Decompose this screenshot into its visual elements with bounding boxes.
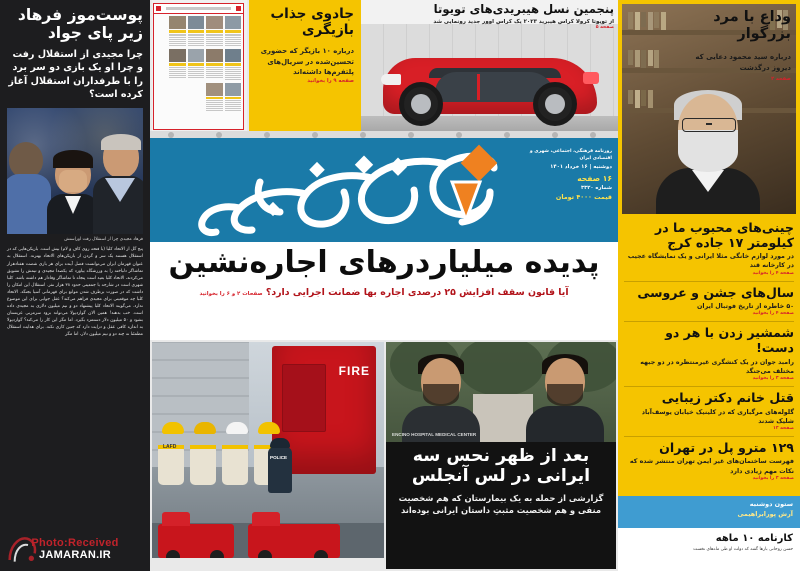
- firefighter-jacket-label: LAFD: [163, 443, 177, 450]
- left-column-headline: پوست‌موز فرهاد زیر پای جواد: [17, 6, 143, 43]
- right-item-subhead: رامبد جوان در یک کنشگری غیرمنتظره در دو جبهه مختلف می‌جنگد: [640, 358, 794, 375]
- toyota-subhead: از تویوتا کرولا کراس هیبرید ۲۰۲۳ یک کراس اوور جدید رونمایی شد: [433, 18, 614, 25]
- la-story-subhead: گزارشی از حمله به یک بیمارستان که هم شخصیت منفی و هم شخصیت مثبتِ داستان ایرانی بوده‌اند: [398, 492, 604, 515]
- divider: [624, 386, 794, 387]
- obituary-headline: وداع با مرد بزرگوار: [713, 9, 791, 43]
- toyota-headline: پنجمین نسل هیبریدی‌های تویوتا: [433, 2, 614, 16]
- obituary-text-group: [695, 9, 791, 82]
- masthead-issue: شماره ۳۳۲۰: [580, 185, 612, 192]
- obituary-subhead: درباره سید محمود دعایی که دیروز درگذشت: [695, 53, 791, 72]
- toyota-car-photo: [361, 24, 618, 138]
- promo-acting-page-ref: صفحه ۹ را بخوانید: [307, 77, 354, 84]
- list-item[interactable]: [624, 286, 794, 317]
- left-column-photo: [7, 108, 143, 234]
- right-item-headline: شمشیر زدن با هر دو دست!: [665, 325, 794, 355]
- column-author: آرش پورابراهیمی: [737, 509, 793, 518]
- list-item[interactable]: [624, 391, 794, 431]
- column-body-text: حسن روحانی بارها گفته که دولت او طی ماه‌های نخست: [693, 547, 793, 552]
- lead-page-ref: صفحات ۲ و ۶ را بخوانید: [199, 290, 263, 297]
- column-title: کارنامه ۱۰ ماهه: [715, 533, 793, 544]
- obituary-page-ref: صفحه ۲: [771, 76, 791, 83]
- la-story-headline: بعد از ظهر نحس سه ایرانی در لس آنجلس: [411, 446, 591, 486]
- promo-acting-headline: جادوی جذاب بازیگری: [270, 6, 354, 38]
- column-kicker: ستون دوشنبه: [749, 500, 793, 508]
- right-item-page-ref: صفحه ۴ را بخوانید: [752, 270, 794, 276]
- right-item-subhead: در مورد لوازم خانگی مثلا ایرانی و یک نمایشگاه عجیب در کارخانه قند: [627, 253, 794, 270]
- fire-truck-label: FIRE: [338, 364, 370, 378]
- newspaper-page-thumbnail: [152, 0, 247, 138]
- masthead-descriptor: روزنامه فرهنگی، اجتماعی، شهری و اقتصادی ایران: [529, 149, 612, 162]
- lead-subhead-group: [160, 286, 608, 299]
- man-portrait-right: [526, 356, 604, 442]
- watermark-line-1: Photo:Received: [31, 537, 119, 549]
- masthead: [150, 138, 618, 242]
- left-column-subhead: چرا مجیدی از استقلال رفت و چرا او یک بازی دو سر برد را با طرفداران استقلال آغاز کرده است؟: [8, 48, 143, 101]
- right-item-headline: ۱۲۹ مترو پل در تهران: [659, 439, 794, 455]
- monday-column-box[interactable]: [618, 496, 800, 571]
- left-column-body: پنج گل از الاتحاد کلبا (با فتحه روی کاف و لام) بیش است. بازیکن‌هایی که در استقلال هستند یک سر و گردن از بازیکن‌های الاتحاد بهترند. استقلال به عنوان قهرمان ایران می‌توانست فصل آینده برای هر بازی شصت هفتادهزار تماشاگر دلباخته را به ورزشگاه بیاورد که یکصدا مجیدی و تیمش را تشویق می‌کردند، الاتحاد کلبا بعید است پنجاه تا تماشاگر وفادار هم داشته باشد. کلبا شهری است در شارجه با جمعیتی حدود ۳۸ هزار نفر. استقلال این امکان را داشت که در صورت برطرف شدن موانع برای قهرمانی آسیا بجنگد. الاتحاد کلبا چه موقعیتی برای مجیدی فراهم می‌کند؟ عقل جوابی برای این موضوع ندارد. می‌گویند الاتحاد کلبا پیشنهاد دو و نیم میلیون دلاری به مجیدی داده است. خب بدهند! همین الان گواردیولا می‌تواند برود سرمربی عربستان بشود و ۵۰ میلیون دلار دستمزد بگیرد. اما مگر این کار را می‌کند؟ گواردیولا به اندازه کافی عقل و درایت دارد که جنین کاری نکند. برای هدایت استقلال مطمئنا نه چند دو و نیم میلیون دلار، اما مگر: [7, 247, 143, 337]
- divider: [624, 321, 794, 322]
- right-item-headline: قتل خانم دکتر زیبایی: [661, 389, 794, 405]
- right-item-headline: سال‌های جشن و عروسی: [637, 284, 794, 300]
- list-item[interactable]: [624, 221, 794, 276]
- jamaran-logo-icon: [6, 535, 40, 565]
- two-men-photo: [386, 342, 616, 442]
- firefighters-photo: [152, 342, 384, 558]
- obituary-block[interactable]: [618, 0, 800, 218]
- toyota-hybrid-block[interactable]: [361, 0, 618, 138]
- right-item-headline: چینی‌های محبوب ما در کیلومتر ۱۷ جاده کرج: [654, 220, 794, 250]
- lead-headline: پدیده میلیاردرهای اجاره‌نشین: [168, 245, 600, 280]
- column-header: [618, 496, 800, 528]
- right-item-page-ref: صفحه ۴ را بخوانید: [752, 311, 794, 317]
- man-portrait-left: [402, 356, 480, 442]
- la-story-block[interactable]: [386, 442, 616, 569]
- masthead-pages: ۱۶ صفحه: [577, 174, 612, 184]
- right-item-page-ref: صفحه ۳ را بخوانید: [752, 375, 794, 381]
- list-item[interactable]: [624, 326, 794, 381]
- toyota-page-ref: صفحه ۵: [595, 24, 614, 30]
- masthead-date: دوشنبه | ۱۶ خرداد ۱۴۰۱: [550, 164, 612, 171]
- list-item[interactable]: [624, 441, 794, 481]
- column-body-group: [618, 528, 800, 554]
- masthead-price: قیمت ۴۰۰۰ تومان: [555, 192, 612, 201]
- newspaper-logo: [194, 142, 524, 238]
- toyota-headline-group: [366, 3, 614, 30]
- left-photo-caption: فرهاد مجیدی چرا از استقلال رفت اوراستش: [64, 237, 143, 242]
- watermark-line-2: JAMARAN.IR: [38, 549, 112, 561]
- promo-acting-subhead: درباره ۱۰ بازیگر که حضوری تحسین‌شده در سریال‌های پلتفرم‌ها داشته‌اند: [260, 47, 354, 77]
- right-item-page-ref: صفحه ۳ را بخوانید: [752, 475, 794, 481]
- police-officer: [268, 447, 292, 493]
- lead-story-block[interactable]: [150, 242, 618, 340]
- obituary-portrait: [656, 94, 760, 214]
- lead-subhead: آیا قانون سقف افزایش ۲۵ درصدی اجاره بها ضمانت اجرایی دارد؟: [265, 286, 569, 298]
- divider: [624, 436, 794, 437]
- right-item-subhead: گلوله‌های مرگباری که در کلینیک خیابان یوسف‌آباد شلیک شدند: [641, 408, 794, 425]
- masthead-publication-info: [526, 148, 612, 202]
- left-opinion-column: [0, 0, 150, 571]
- right-item-subhead: ۵۰ خاطره از تاریخ فوتبال ایران: [697, 303, 794, 311]
- divider: [624, 281, 794, 282]
- right-headline-list: [618, 218, 800, 496]
- promo-acting-block[interactable]: [249, 0, 361, 138]
- right-item-subhead: فهرست ساختمان‌های غیر ایمن تهران منتشر شده که نکات مهم زیادی دارد: [629, 458, 794, 475]
- police-vest-label: POLICE: [270, 455, 288, 461]
- right-item-page-ref: صفحه ۱۳: [772, 425, 794, 431]
- hospital-sign-label: ENCINO HOSPITAL MEDICAL CENTER: [392, 432, 477, 437]
